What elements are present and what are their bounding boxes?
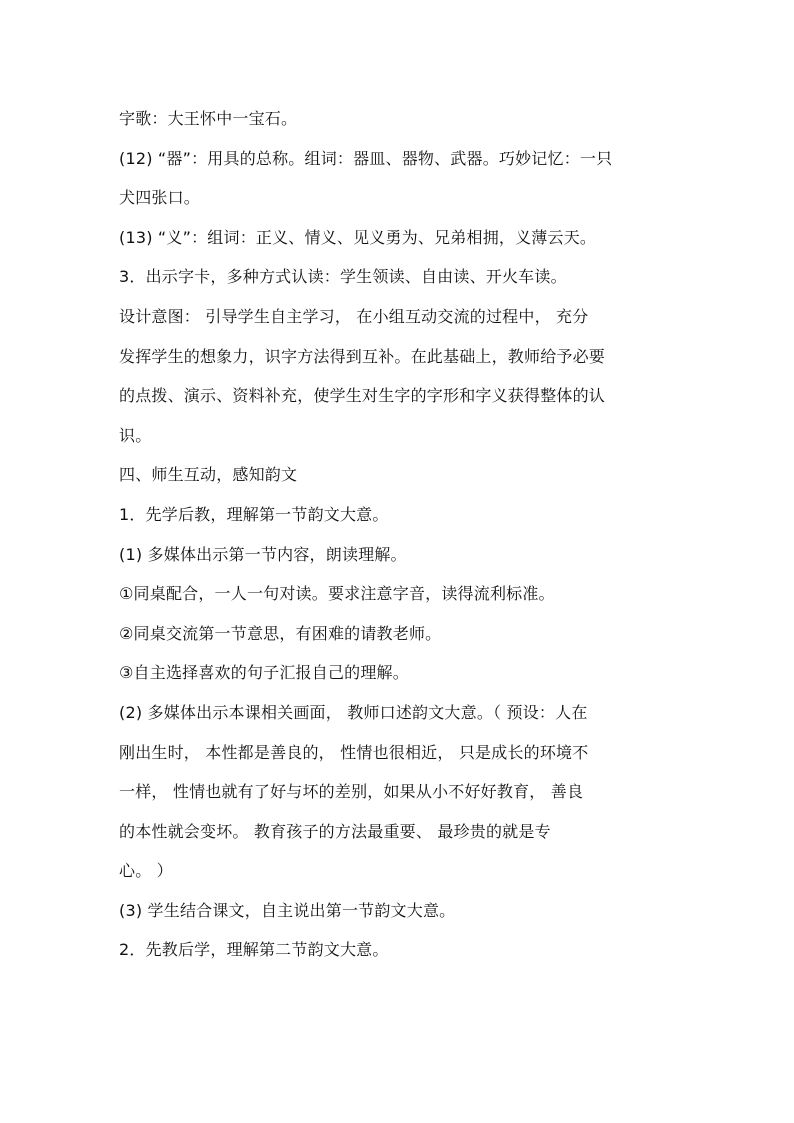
text-line: (1) 多媒体出示第一节内容，朗读理解。 (119, 544, 407, 564)
text-line: 的本性就会变坏。 教育孩子的方法最重要、 最珍贵的就是专 (119, 821, 551, 841)
document-body (119, 99, 679, 970)
text-line: 发挥学生的想象力，识字方法得到互补。在此基础上，教师给予必要 (119, 346, 606, 366)
text-line: 字歌：大王怀中一宝石。 (119, 109, 298, 128)
text-line: 刚出生时， 本性都是善良的， 性情也很相近， 只是成长的环境不 (119, 742, 589, 762)
text-line: 犬四张口。 (119, 188, 201, 208)
text-line: ③自主选择喜欢的句子汇报自己的理解。 (119, 663, 409, 683)
text-line: 的点拨、演示、资料补充，使学生对生字的字形和字义获得整体的认 (119, 386, 606, 406)
text-line: ①同桌配合，一人一句对读。要求注意字音，读得流利标准。 (119, 584, 555, 604)
text-line: ②同桌交流第一节意思，有困难的请教老师。 (119, 623, 442, 643)
text-line: 心。 ） (119, 861, 173, 881)
text-line: 1．先学后教，理解第一节韵文大意。 (119, 504, 389, 524)
text-line: 识。 (119, 425, 152, 445)
text-line: (2) 多媒体出示本课相关画面， 教师口述韵文大意。（ 预设：人在 (119, 702, 588, 722)
text-line: 设计意图： 引导学生自主学习， 在小组互动交流的过程中， 充分 (119, 306, 589, 326)
text-line: (12) “器”：用具的总称。组词：器皿、器物、武器。巧妙记忆：一只 (119, 148, 613, 168)
text-line: (3) 学生结合课文，自主说出第一节韵文大意。 (119, 900, 456, 920)
text-line: 一样， 性情也就有了好与坏的差别，如果从小不好好教育， 善良 (119, 782, 584, 802)
text-line: (13) “义”：组词：正义、情义、见义勇为、兄弟相拥，义薄云天。 (119, 227, 597, 247)
text-line: 3．出示字卡，多种方式认读：学生领读、自由读、开火车读。 (119, 267, 567, 287)
text-line: 2．先教后学，理解第二节韵文大意。 (119, 940, 389, 960)
section-heading: 四、师生互动，感知韵文 (119, 465, 298, 485)
